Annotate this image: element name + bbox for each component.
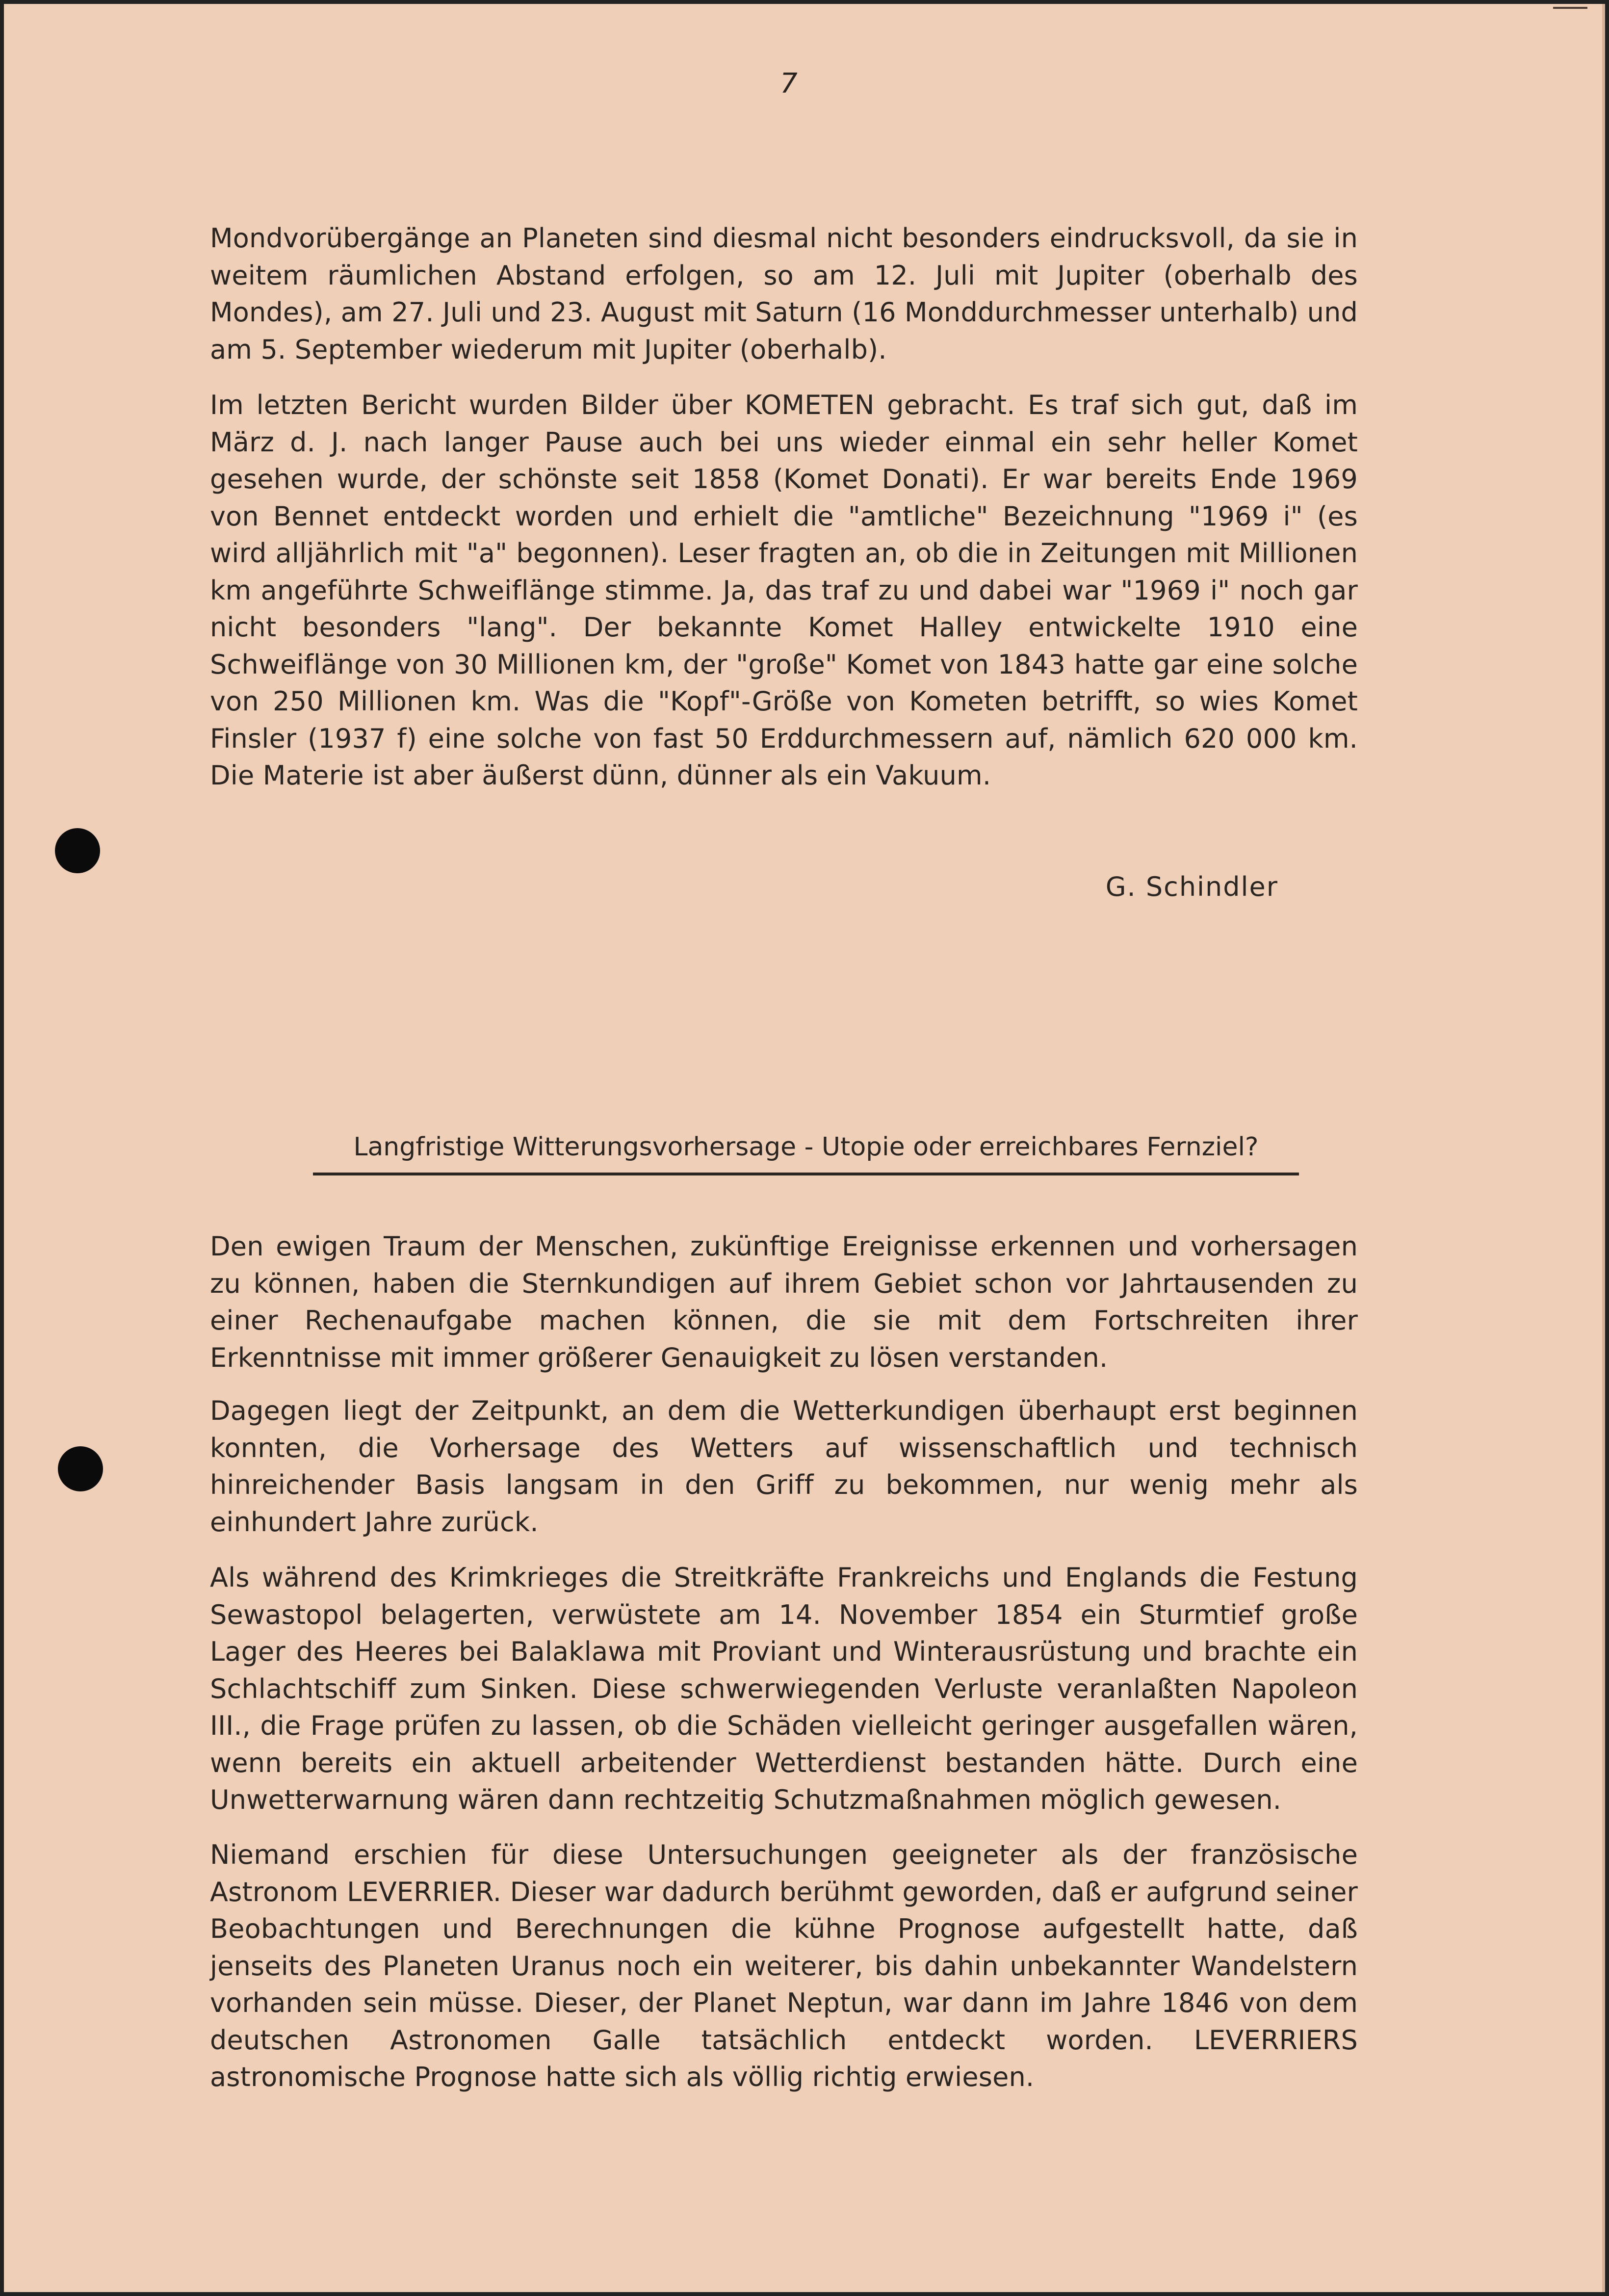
paragraph-mondvoruebergaenge [210, 220, 1358, 368]
punch-hole-top [55, 828, 100, 873]
page-number: 7 [780, 68, 798, 100]
paragraph-zeitpunkt [210, 1392, 1358, 1540]
paragraph-text: Niemand erschien für diese Untersuchungen geeigneter als der französische Astronom LEVERRIER. Dieser war dadurch berühmt geworden, daß er aufgrund seiner Beobachtungen und Berechnungen die kühne Prognose aufgestellt hatte, daß jenseits des Planeten Uranus noch ein weiterer, bis dahin unbekannter Wandelstern vorhanden sein müsse. Dieser, der Planet Neptun, war dann im Jahre 1846 von dem deutschen Astronomen Galle tatsächlich entdeckt worden. LEVERRIERS astronomische Prognose hatte sich als völlig richtig erwiesen. [210, 1839, 1358, 2092]
edge-mark [1553, 7, 1587, 9]
paragraph-text: Dagegen liegt der Zeitpunkt, an dem die Wetterkundigen überhaupt erst beginnen konnten, die Vorhersage des Wetters auf wissenschaftlich und technisch hinreichender Basis langsam in den Griff zu bekommen, nur wenig mehr als einhundert Jahre zurück. [210, 1395, 1358, 1538]
paragraph-leverrier [210, 1836, 1358, 2096]
paragraph-text: Mondvorübergänge an Planeten sind diesmal nicht besonders eindrucksvoll, da sie in weitem räumlichen Abstand erfolgen, so am 12. Juli mit Jupiter (oberhalb des Mondes), am 27. Juli und 23. August mit Saturn (16 Monddurchmesser unterhalb) und am 5. September wiederum mit Jupiter (oberhalb). [210, 223, 1358, 365]
paragraph-text: Im letzten Bericht wurden Bilder über KOMETEN gebracht. Es traf sich gut, daß im März d. J. nach langer Pause auch bei uns wieder einmal ein sehr heller Komet gesehen wurde, der schönste seit 1858 (Komet Donati). Er war bereits Ende 1969 von Bennet entdeckt worden und erhielt die "amtliche" Bezeichnung "1969 i" (es wird alljährlich mit "a" begonnen). Leser fragten an, ob die in Zeitungen mit Millionen km angeführte Schweiflänge stimme. Ja, das traf zu und dabei war "1969 i" noch gar nicht besonders "lang". Der bekannte Komet Halley entwickelte 1910 eine Schweiflänge von 30 Millionen km, der "große" Komet von 1843 hatte gar eine solche von 250 Millionen km. Was die "Kopf"-Größe von Kometen betrifft, so wies Komet Finsler (1937 f) eine solche von fast 50 Erddurchmessern auf, nämlich 620 000 km. Die Materie ist aber äußerst dünn, dünner als ein Vakuum. [210, 390, 1358, 791]
paragraph-traum [210, 1228, 1358, 1376]
paragraph-text: Als während des Krimkrieges die Streitkräfte Frankreichs und Englands die Festung Sewastopol belagerten, verwüstete am 14. November 1854 ein Sturmtief große Lager des Heeres bei Balaklawa mit Proviant und Winterausrüstung und brachte ein Schlachtschiff zum Sinken. Diese schwerwiegenden Verluste veranlaßten Napoleon III., die Frage prüfen zu lassen, ob die Schäden vielleicht geringer ausgefallen wären, wenn bereits ein aktuell arbeitender Wetterdienst bestanden hätte. Durch eine Unwetterwarnung wären dann rechtzeitig Schutzmaßnahmen möglich gewesen. [210, 1562, 1358, 1815]
paragraph-text: Den ewigen Traum der Menschen, zukünftige Ereignisse erkennen und vorhersagen zu können, haben die Sternkundigen auf ihrem Gebiet schon vor Jahrtausenden zu einer Rechenaufgabe machen können, die sie mit dem Fortschreiten ihrer Erkenntnisse mit immer größerer Genauigkeit zu lösen verstanden. [210, 1231, 1358, 1373]
paragraph-kometen [210, 387, 1358, 794]
author-signature: G. Schindler [1105, 871, 1278, 902]
document-page [4, 4, 1605, 2292]
paragraph-krimkrieg [210, 1559, 1358, 1819]
punch-hole-bottom [58, 1446, 103, 1491]
section-heading: Langfristige Witterungsvorhersage - Utopie oder erreichbares Fernziel? [313, 1132, 1299, 1175]
